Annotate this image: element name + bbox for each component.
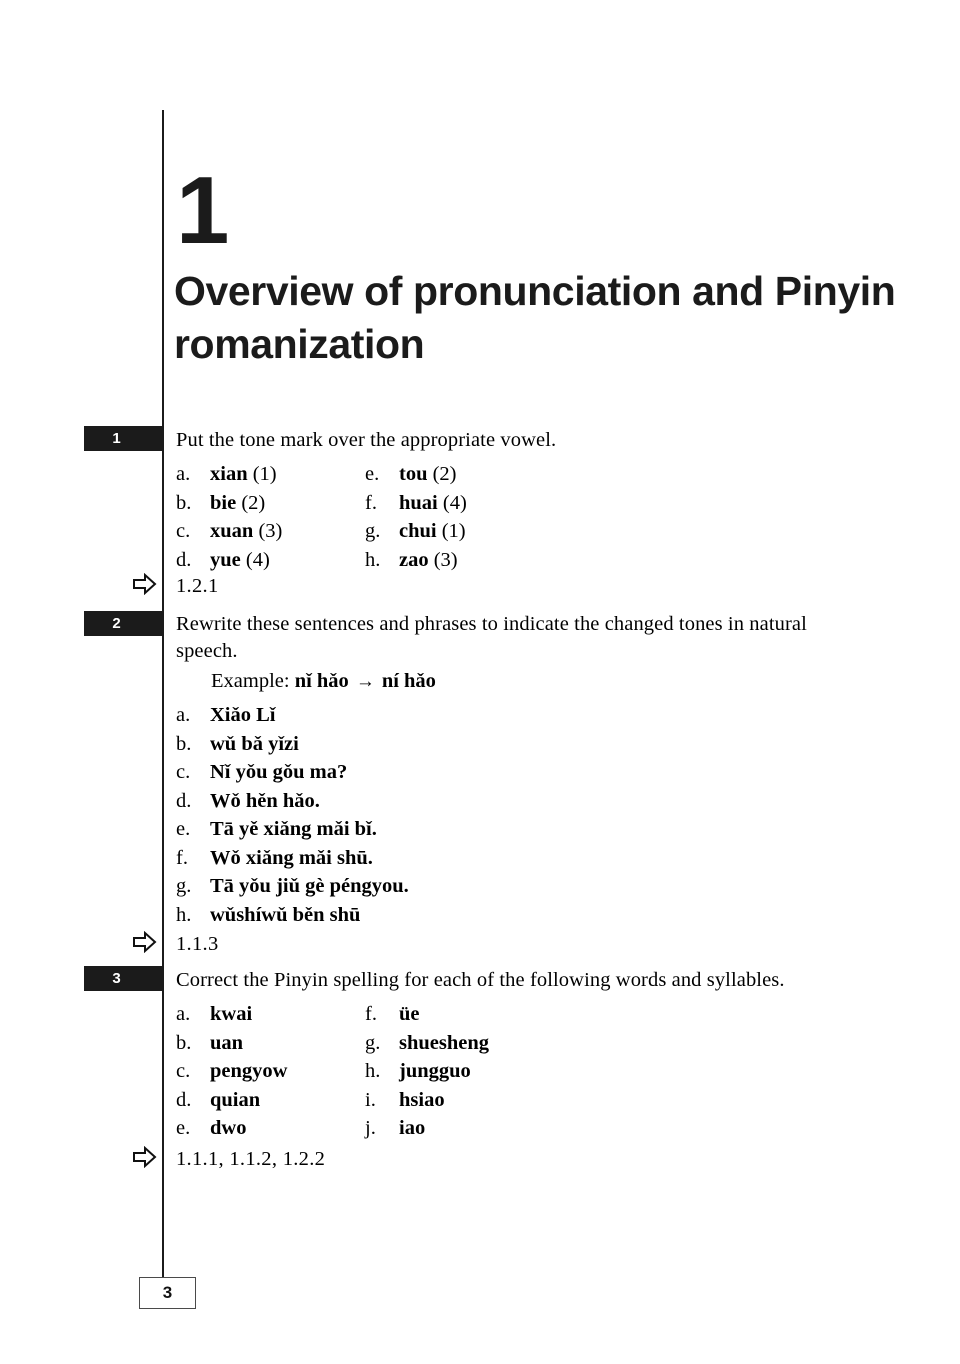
list-item [176, 546, 270, 575]
exercise-number-tab-3: 3 [84, 966, 163, 991]
page-number-box [139, 1277, 196, 1309]
item-text: Tā yǒu jiǔ gè péngyou. [210, 875, 409, 897]
exercise-prompt-3: Correct the Pinyin spelling for each of the following words and syllables. [176, 969, 785, 991]
item-text: Wǒ xiǎng mǎi shū. [210, 846, 373, 869]
list-item [176, 701, 276, 730]
item-label: g. [176, 875, 192, 897]
item-tone: (3) [258, 520, 283, 542]
item-label: e. [365, 463, 380, 485]
item-text: wǔshíwǔ běn shū [210, 903, 361, 926]
list-item [176, 1000, 252, 1029]
item-text: Nǐ yǒu gǒu ma? [210, 761, 348, 783]
item-label: d. [176, 548, 192, 571]
list-item [176, 730, 299, 759]
item-label: c. [176, 520, 191, 542]
item-label: d. [176, 1088, 192, 1111]
exercise-1-item-list [176, 460, 876, 584]
exercise-1-cross-reference: 1.2.1 [176, 575, 219, 597]
item-label: h. [365, 548, 381, 571]
item-label: g. [365, 520, 381, 542]
item-text: Xiǎo Lǐ [210, 704, 276, 726]
list-item [176, 815, 377, 844]
item-tone: (1) [441, 520, 466, 542]
item-tone: (1) [252, 463, 277, 485]
list-item [176, 844, 373, 873]
list-item [365, 546, 458, 575]
list-item [365, 1029, 489, 1058]
item-label: h. [365, 1060, 381, 1082]
item-word: zao [399, 548, 429, 571]
list-item [176, 1029, 243, 1058]
item-text: wǔ bǎ yǐzi [210, 732, 299, 755]
item-word: yue [210, 548, 241, 571]
list-item [365, 1114, 425, 1143]
item-word: hsiao [399, 1088, 445, 1111]
exercise-number-tab-1: 1 [84, 426, 163, 451]
exercise-2-item-list [176, 701, 876, 929]
example-after: ní hǎo [381, 670, 436, 692]
list-item [365, 1057, 471, 1086]
xref-arrow-icon [133, 1146, 157, 1168]
page-number: 3 [162, 1283, 173, 1302]
item-word: dwo [210, 1117, 247, 1139]
list-item [176, 1057, 287, 1086]
item-word: kwai [210, 1003, 253, 1025]
list-item [176, 787, 320, 816]
item-word: iao [399, 1117, 426, 1139]
exercise-2-cross-reference: 1.1.3 [176, 933, 219, 955]
item-label: f. [176, 846, 188, 869]
item-word: huai [399, 491, 438, 514]
right-arrow-icon: → [355, 671, 375, 692]
exercise-number-tab-2: 2 [84, 611, 163, 636]
xref-arrow-icon [133, 931, 157, 953]
item-word: shuesheng [399, 1031, 490, 1054]
list-item [176, 901, 360, 930]
item-word: tou [399, 463, 428, 485]
exercise-3-item-list [176, 1000, 876, 1152]
item-tone: (4) [245, 548, 270, 571]
item-tone: (2) [432, 463, 457, 485]
item-word: jungguo [399, 1060, 471, 1082]
item-word: xian [210, 463, 248, 485]
item-text: Tā yě xiǎng mǎi bǐ. [210, 818, 377, 840]
item-label: d. [176, 789, 192, 812]
list-item [176, 872, 409, 901]
item-word: üe [399, 1003, 420, 1025]
item-word: chui [399, 520, 437, 542]
item-label: c. [176, 1060, 191, 1082]
item-label: a. [176, 463, 191, 485]
page-title: Overview of pronunciation and Pinyin romanization [174, 268, 896, 367]
item-tone: (2) [241, 491, 266, 514]
chapter-vertical-rule [162, 110, 164, 1278]
list-item [365, 1086, 445, 1115]
list-item [176, 489, 265, 518]
item-label: a. [176, 704, 191, 726]
item-word: pengyow [210, 1060, 288, 1082]
item-label: a. [176, 1003, 191, 1025]
exercise-2-example [211, 667, 436, 696]
item-word: bie [210, 491, 237, 514]
item-label: f. [365, 1003, 377, 1025]
exercise-prompt-2: Rewrite these sentences and phrases to indicate the changed tones in natural speech. [176, 613, 807, 662]
list-item [176, 1086, 260, 1115]
item-label: h. [176, 903, 192, 926]
xref-arrow-icon [133, 573, 157, 595]
item-word: xuan [210, 520, 254, 542]
example-before: nǐ hǎo [294, 670, 349, 692]
chapter-number: 1 [176, 157, 229, 264]
item-label: g. [365, 1031, 381, 1054]
exercise-3-cross-reference: 1.1.1, 1.1.2, 1.2.2 [176, 1148, 326, 1170]
item-label: j. [365, 1117, 376, 1139]
list-item [176, 758, 347, 787]
list-item [176, 460, 277, 489]
item-label: b. [176, 491, 192, 514]
item-label: b. [176, 1031, 192, 1054]
list-item [365, 1000, 420, 1029]
item-text: Wǒ hěn hǎo. [210, 789, 320, 812]
list-item [365, 489, 467, 518]
item-word: quian [210, 1088, 261, 1111]
item-label: e. [176, 1117, 191, 1139]
example-label: Example: [211, 670, 290, 692]
item-label: c. [176, 761, 191, 783]
list-item [365, 460, 457, 489]
item-label: b. [176, 732, 192, 755]
list-item [176, 517, 282, 546]
item-word: uan [210, 1031, 244, 1054]
item-label: f. [365, 491, 377, 514]
item-label: i. [365, 1088, 376, 1111]
item-tone: (4) [442, 491, 467, 514]
list-item [176, 1114, 246, 1143]
item-label: e. [176, 818, 191, 840]
list-item [365, 517, 466, 546]
exercise-prompt-1: Put the tone mark over the appropriate vowel. [176, 429, 557, 451]
item-tone: (3) [433, 548, 458, 571]
